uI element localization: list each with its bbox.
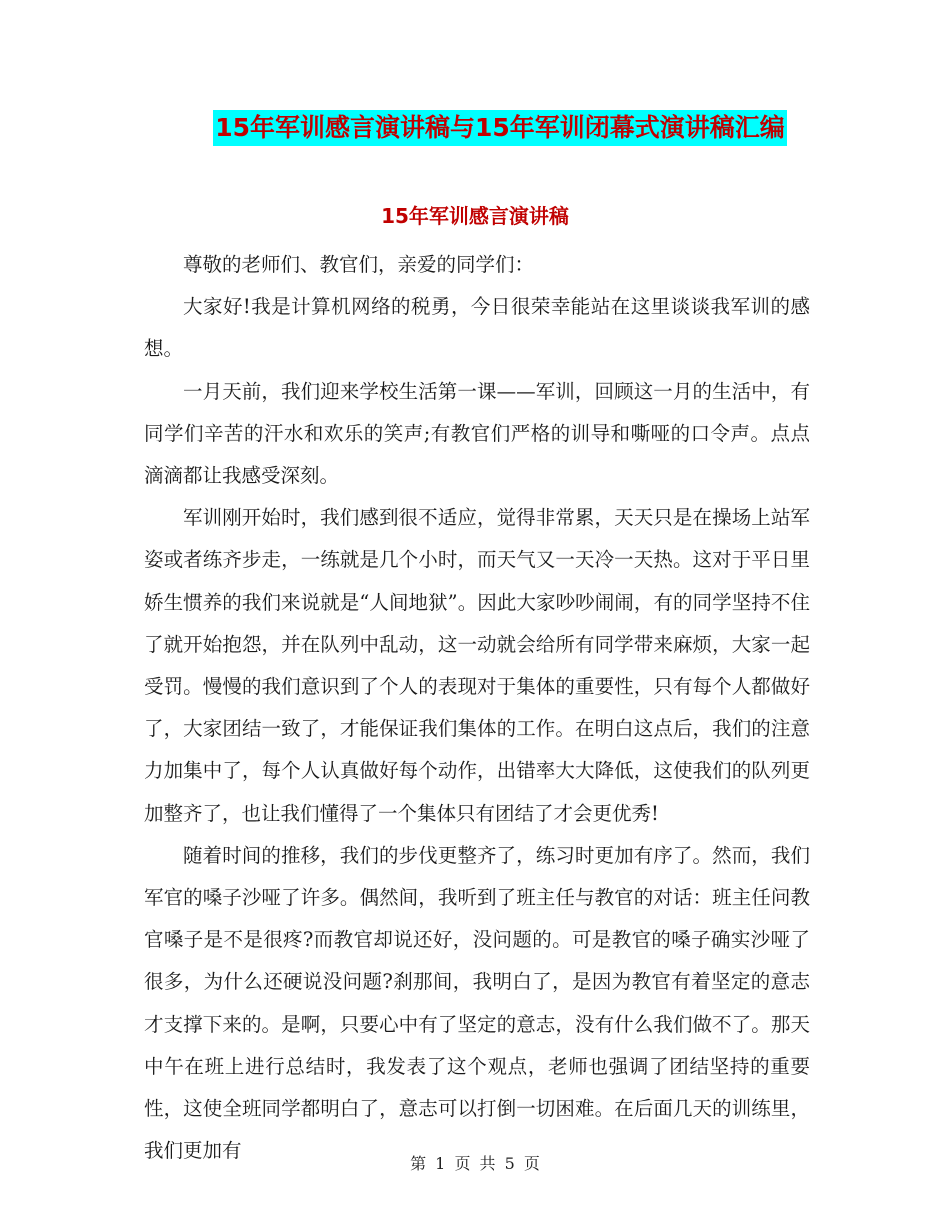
section-title: 15年军训感言演讲稿 <box>381 204 569 228</box>
paragraph: 一月天前，我们迎来学校生活第一课——军训，回顾这一月的生活中，有同学们辛苦的汗水和欢乐的笑声;有教官们严格的训导和嘶哑的口令声。点点滴滴都让我感受深刻。 <box>144 379 810 488</box>
paragraph: 大家好!我是计算机网络的税勇，今日很荣幸能站在这里谈谈我军训的感想。 <box>144 295 810 361</box>
document-header <box>0 110 950 146</box>
document-title: 15年军训感言演讲稿与15年军训闭幕式演讲稿汇编 <box>213 110 787 146</box>
document-body <box>144 244 810 1172</box>
page-number-footer: 第 1 页 共 5 页 <box>410 1154 540 1173</box>
paragraph: 军训刚开始时，我们感到很不适应，觉得非常累，天天只是在操场上站军姿或者练齐步走，一练就是几个小时，而天气又一天冷一天热。这对于平日里娇生惯养的我们来说就是“人间地狱”。因此大家吵吵闹闹，有的同学坚持不住了就开始抱怨，并在队列中乱动，这一动就会给所有同学带来麻烦，大家一起受罚。慢慢的我们意识到了个人的表现对于集体的重要性，只有每个人都做好了，大家团结一致了，才能保证我们集体的工作。在明白这点后，我们的注意力加集中了，每个人认真做好每个动作，出错率大大降低，这使我们的队列更加整齐了，也让我们懂得了一个集体只有团结了才会更优秀! <box>144 506 810 825</box>
paragraph-salutation: 尊敬的老师们、教官们，亲爱的同学们： <box>183 253 535 276</box>
paragraph: 随着时间的推移，我们的步伐更整齐了，练习时更加有序了。然而，我们军官的嗓子沙哑了许多。偶然间，我听到了班主任与教官的对话：班主任问教官嗓子是不是很疼?而教官却说还好，没问题的。可是教官的嗓子确实沙哑了很多，为什么还硬说没问题?刹那间，我明白了，是因为教官有着坚定的意志才支撑下来的。是啊，只要心中有了坚定的意志，没有什么我们做不了。那天中午在班上进行总结时，我发表了这个观点，老师也强调了团结坚持的重要性，这使全班同学都明白了，意志可以打倒一切困难。在后面几天的训练里，我们更加有 <box>144 843 810 1163</box>
